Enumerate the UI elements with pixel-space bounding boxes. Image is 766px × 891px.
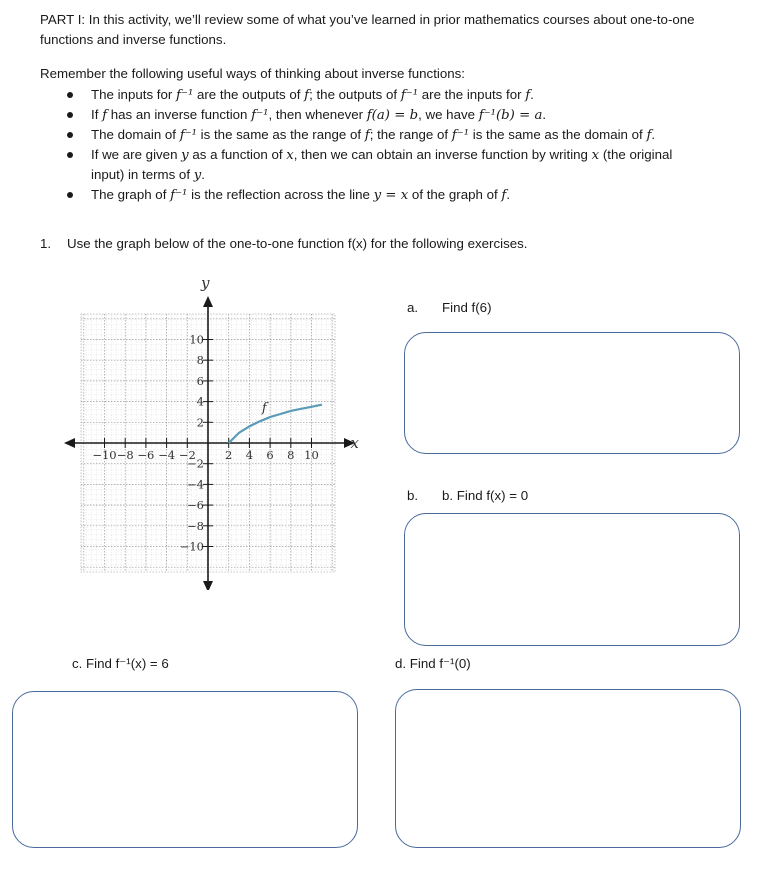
x-tick-label: −6	[137, 448, 155, 462]
bullet-icon	[67, 152, 73, 158]
x-axis-label: x	[350, 434, 359, 452]
y-axis-up-arrow-icon	[203, 296, 213, 307]
x-tick-label: −4	[158, 448, 176, 462]
fact-3: The domain of f⁻¹ is the same as the range of f; the range of f⁻¹ is the same as the domain of f.	[56, 125, 696, 145]
x-tick-label: 4	[245, 448, 254, 462]
y-tick-label: −6	[187, 498, 204, 513]
y-tick-label: −2	[187, 456, 204, 471]
bullet-icon	[67, 132, 73, 138]
question-number: 1.	[40, 236, 52, 251]
x-tick-label: −8	[116, 448, 134, 462]
fact-1: The inputs for f⁻¹ are the outputs of f; the outputs of f⁻¹ are the inputs for f.	[56, 85, 696, 105]
fact-4: If we are given y as a function of x, then we can obtain an inverse function by writing x (the original input) in terms of y.	[56, 145, 696, 185]
curve-label-f: f	[261, 400, 267, 416]
y-tick-label: 10	[189, 332, 204, 347]
exercise-a-letter: a.	[407, 300, 419, 315]
answer-box-d[interactable]	[395, 689, 741, 848]
bullet-icon	[67, 92, 73, 98]
y-tick-label: −4	[187, 477, 204, 492]
x-axis-left-arrow-icon	[64, 438, 75, 448]
bullet-icon	[67, 192, 73, 198]
fact-5: The graph of f⁻¹ is the reflection across the line y = x of the graph of f.	[56, 185, 696, 205]
exercise-b-prompt: b. Find f(x) = 0	[442, 488, 529, 503]
x-tick-label: −10	[92, 448, 117, 462]
fact-2: If f has an inverse function f⁻¹, then whenever f(a) = b, we have f⁻¹(b) = a.	[56, 105, 696, 125]
answer-box-b[interactable]	[404, 513, 740, 646]
exercise-a-prompt: Find f(6)	[442, 300, 492, 315]
y-axis-down-arrow-icon	[203, 581, 213, 590]
x-tick-label: 2	[225, 448, 233, 462]
question-text: Use the graph below of the one-to-one function f(x) for the following exercises.	[67, 236, 528, 251]
x-tick-label: 10	[304, 448, 319, 462]
x-tick-label: −2	[178, 448, 196, 462]
question-1	[40, 236, 527, 251]
answer-box-c[interactable]	[12, 691, 358, 848]
exercise-c-prompt: c. Find f⁻¹(x) = 6	[72, 656, 169, 671]
exercise-a	[407, 300, 492, 315]
bullet-icon	[67, 112, 73, 118]
intro-paragraph: PART I: In this activity, we’ll review some of what you’ve learned in prior mathematics courses about one-to-one functions and inverse functions.	[40, 12, 695, 47]
answer-box-a[interactable]	[404, 332, 740, 454]
remember-heading: Remember the following useful ways of thinking about inverse functions:	[40, 66, 465, 81]
exercise-d-prompt: d. Find f⁻¹(0)	[395, 656, 471, 671]
x-tick-label: 6	[266, 448, 274, 462]
function-graph	[60, 270, 360, 590]
y-tick-label: 2	[196, 415, 204, 430]
y-tick-label: −10	[179, 539, 204, 554]
exercise-b-letter: b.	[407, 488, 419, 503]
y-axis-label: y	[201, 274, 210, 292]
y-tick-label: 8	[196, 353, 204, 368]
y-tick-label: 4	[196, 394, 204, 409]
y-tick-label: −8	[187, 518, 204, 533]
inverse-function-facts	[56, 85, 696, 205]
x-tick-label: 8	[287, 448, 295, 462]
exercise-b	[407, 488, 528, 503]
y-tick-label: 6	[196, 373, 204, 388]
